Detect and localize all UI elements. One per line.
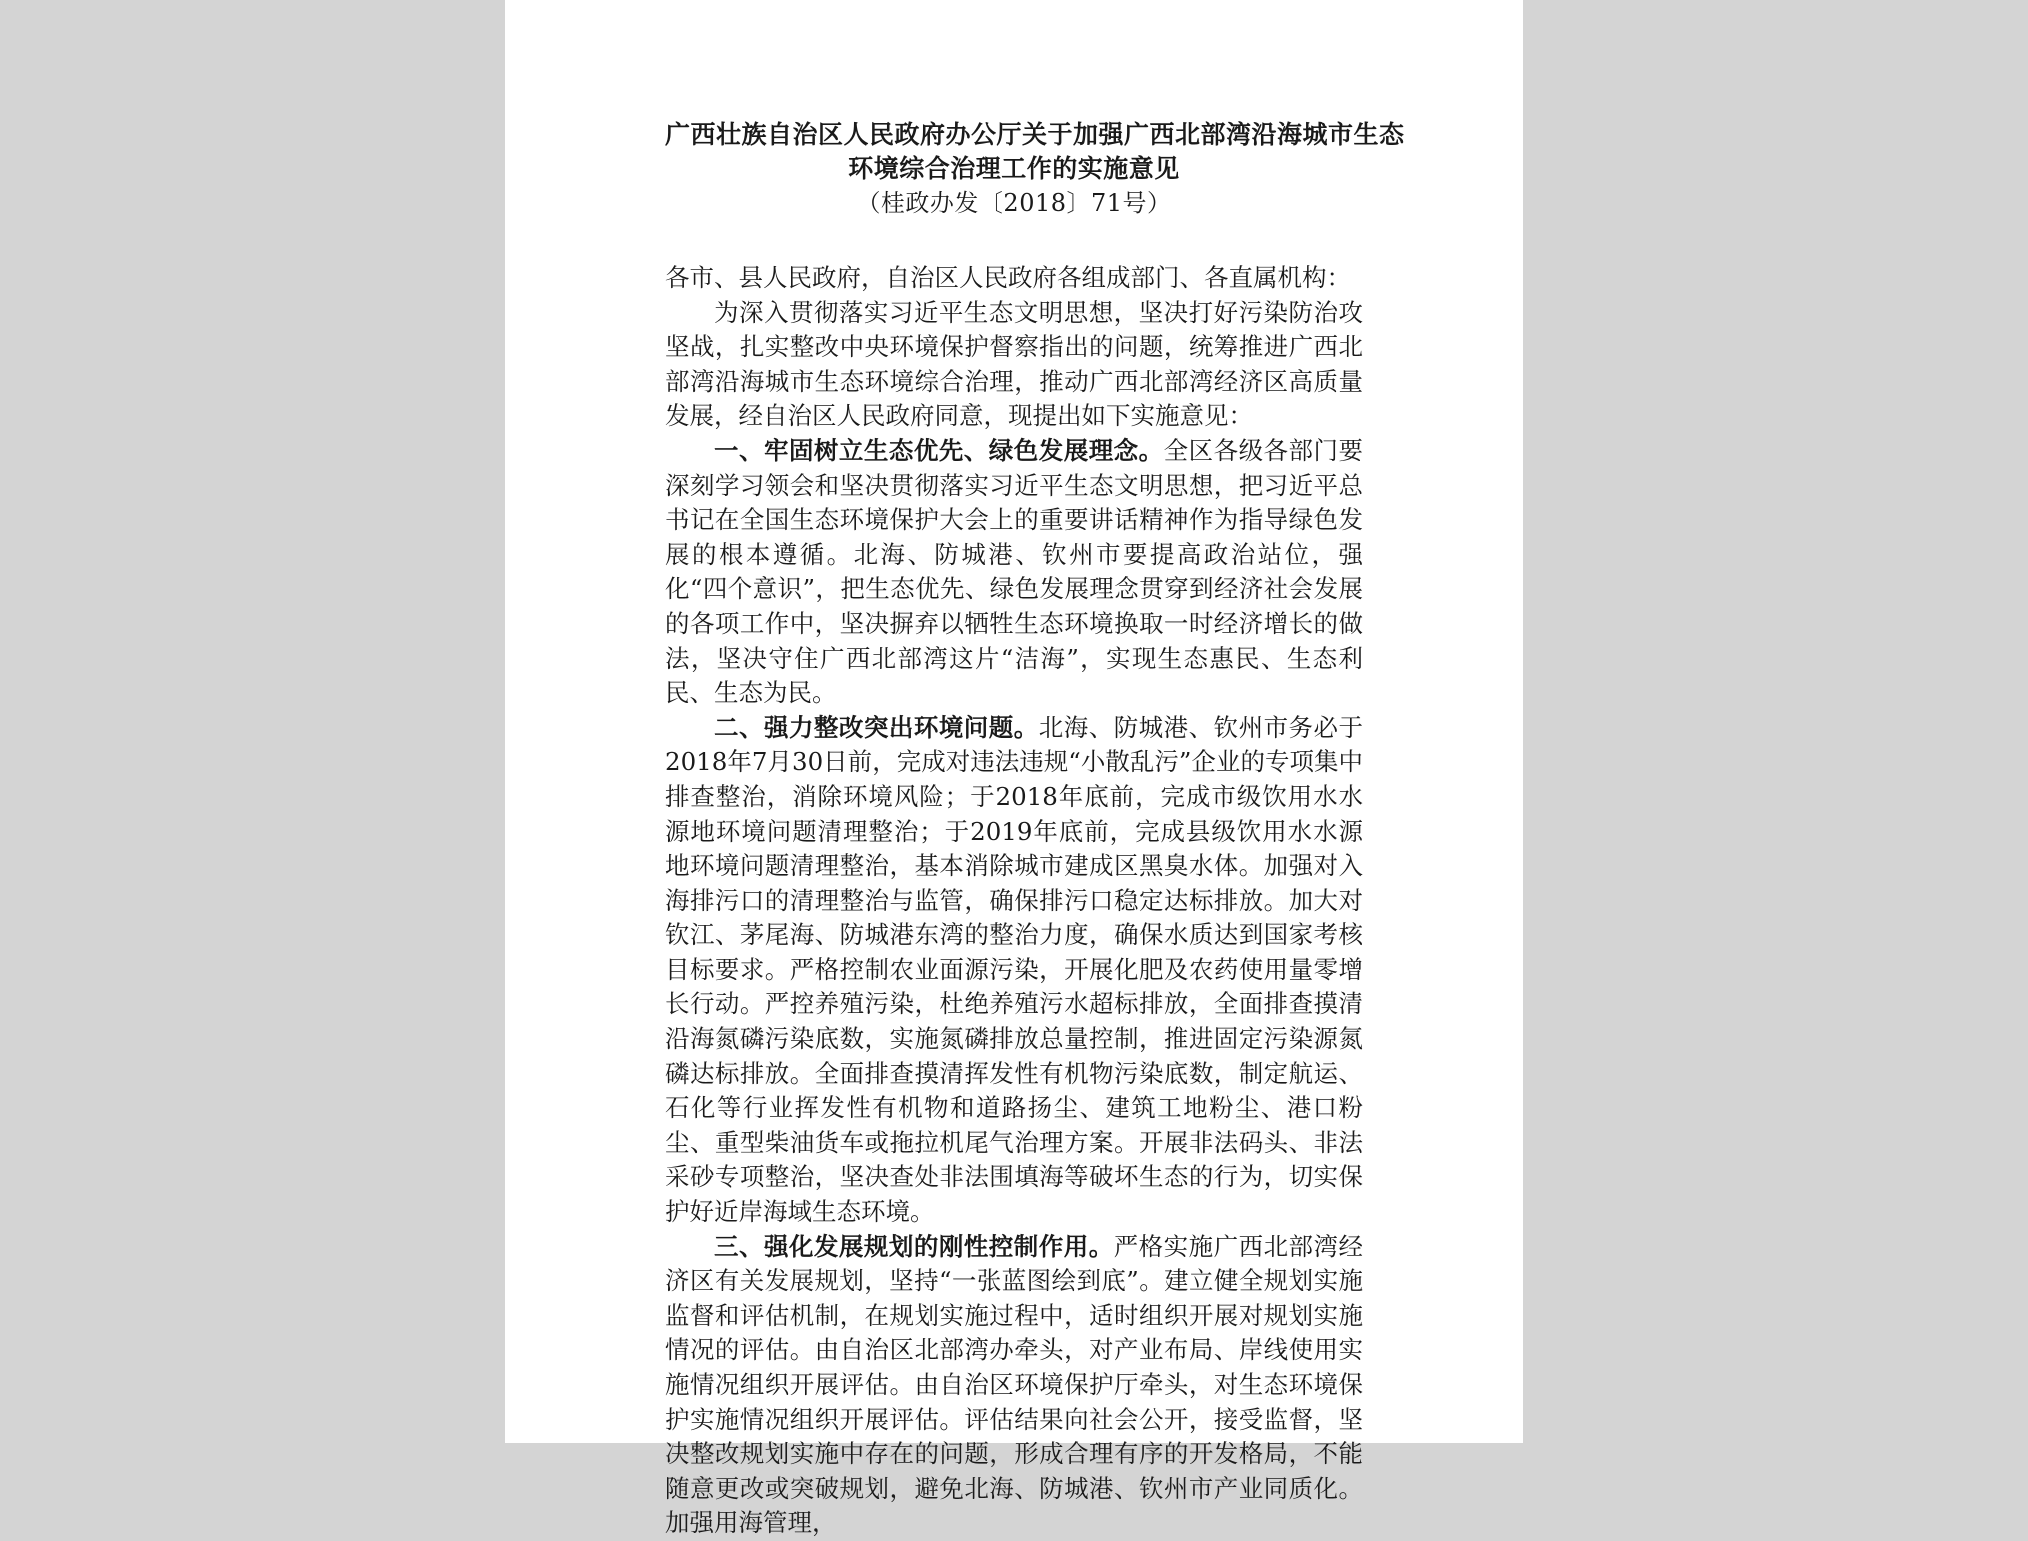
section-2-paragraph <box>665 711 1363 1230</box>
section-3-heading: 三、强化发展规划的刚性控制作用。 <box>714 1231 1114 1261</box>
section-3-text: 严格实施广西北部湾经济区有关发展规划，坚持“一张蓝图绘到底”。建立健全规划实施监督和评估机制，在规划实施过程中，适时组织开展对规划实施情况的评估。由自治区北部湾办牵头，对产业布局、岸线使用实施情况组织开展评估。由自治区环境保护厅牵头，对生态环境保护实施情况组织开展评估。评估结果向社会公开，接受监督，坚决整改规划实施中存在的问题，形成合理有序的开发格局，不能随意更改或突破规划，避免北海、防城港、钦州市产业同质化。加强用海管理， <box>665 1231 1364 1538</box>
page-content <box>665 118 1405 1541</box>
section-1-paragraph <box>665 434 1363 711</box>
section-2-text: 北海、防城港、钦州市务必于2018年7月30日前，完成对违法违规“小散乱污”企业的专项集中排查整治，消除环境风险；于2018年底前，完成市级饮用水水源地环境问题清理整治；于2019年底前，完成县级饮用水水源地环境问题清理整治，基本消除城市建成区黑臭水体。加强对入海排污口的清理整治与监管，确保排污口稳定达标排放。加大对钦江、茅尾海、防城港东湾的整治力度，确保水质达到国家考核目标要求。严格控制农业面源污染，开展化肥及农药使用量零增长行动。严控养殖污染，杜绝养殖污水超标排放，全面排查摸清沿海氮磷污染底数，实施氮磷排放总量控制，推进固定污染源氮磷达标排放。全面排查摸清挥发性有机物污染底数，制定航运、石化等行业挥发性有机物和道路扬尘、建筑工地粉尘、港口粉尘、重型柴油货车或拖拉机尾气治理方案。开展非法码头、非法采砂专项整治，坚决查处非法围填海等破坏生态的行为，切实保护好近岸海域生态环境。 <box>665 712 1364 1227</box>
section-2-heading: 二、强力整改突出环境问题。 <box>714 712 1039 742</box>
document-number: （桂政办发〔2018〕71号） <box>856 189 1172 217</box>
document-page <box>505 0 1523 1538</box>
title-line-2: 环境综合治理工作的实施意见 <box>848 154 1180 183</box>
document-body <box>665 261 1363 1541</box>
intro-paragraph: 为深入贯彻落实习近平生态文明思想，坚决打好污染防治攻坚战，扎实整改中央环境保护督察指出的问题，统筹推进广西北部湾沿海城市生态环境综合治理，推动广西北部湾经济区高质量发展，经自治区人民政府同意，现提出如下实施意见： <box>665 297 1363 431</box>
salutation: 各市、县人民政府，自治区人民政府各组成部门、各直属机构： <box>665 263 1351 292</box>
section-1-text: 全区各级各部门要深刻学习领会和坚决贯彻落实习近平生态文明思想，把习近平总书记在全国生态环境保护大会上的重要讲话精神作为指导绿色发展的根本遵循。北海、防城港、钦州市要提高政治站位，强化“四个意识”，把生态优先、绿色发展理念贯穿到经济社会发展的各项工作中，坚决摒弃以牺牲生态环境换取一时经济增长的做法，坚决守住广西北部湾这片“洁海”，实现生态惠民、生态利民、生态为民。 <box>665 435 1363 708</box>
section-1-heading: 一、牢固树立生态优先、绿色发展理念。 <box>714 435 1164 465</box>
document-title <box>665 118 1405 186</box>
section-3-paragraph <box>665 1230 1363 1541</box>
title-line-1: 广西壮族自治区人民政府办公厅关于加强广西北部湾沿海城市生态 <box>665 120 1405 149</box>
